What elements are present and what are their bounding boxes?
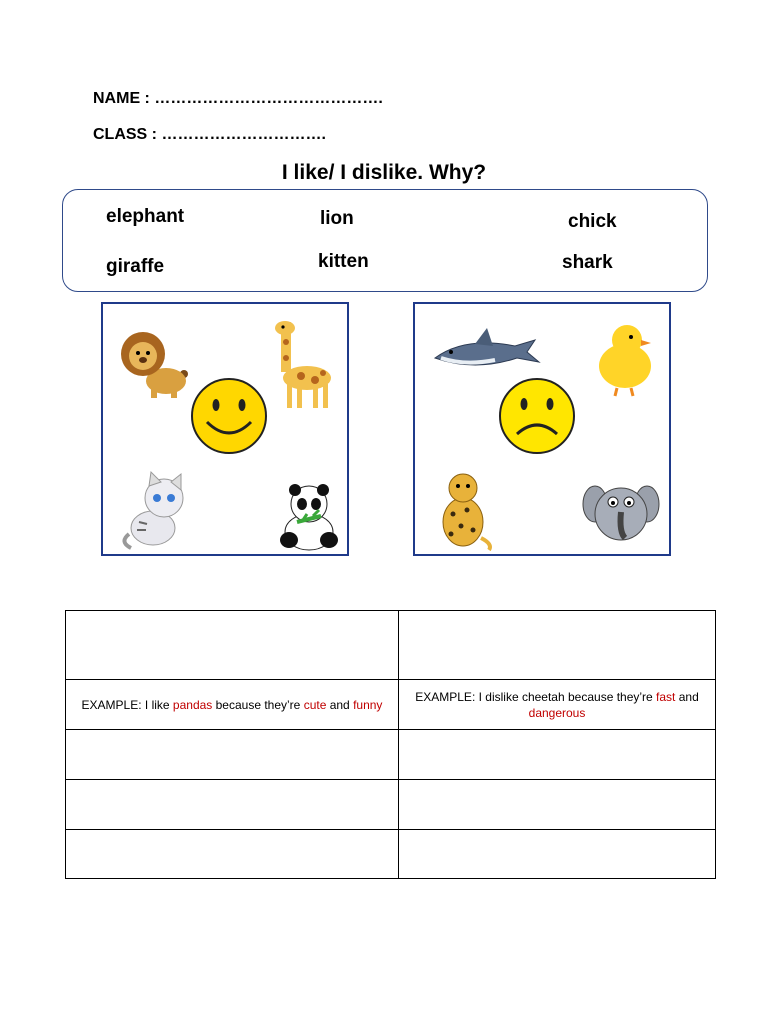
chick-icon (599, 325, 651, 396)
word-chick: chick (568, 211, 617, 232)
class-field-label: CLASS : …………………………. (93, 126, 326, 143)
example-row (66, 680, 716, 730)
table-row (66, 780, 716, 830)
answer-cell-dislike-1[interactable] (399, 611, 716, 680)
smiley-face-icon (192, 379, 266, 453)
word-elephant: elephant (106, 206, 185, 227)
shark-icon (435, 328, 539, 365)
answer-cell-like-4[interactable] (66, 830, 399, 879)
dislike-picture-panel (413, 302, 671, 556)
word-giraffe: giraffe (106, 256, 165, 277)
cheetah-icon (443, 474, 490, 550)
answer-cell-like-2[interactable] (66, 730, 399, 780)
answer-table (65, 610, 716, 879)
word-kitten: kitten (318, 251, 369, 272)
name-field-label: NAME : ……………………………………. (93, 90, 383, 107)
answer-cell-like-1[interactable] (66, 611, 399, 680)
example-like-adjective-1: cute (303, 697, 327, 712)
example-dislike-cell: EXAMPLE: I dislike cheetah because they’re fast and dangerous (399, 680, 716, 730)
panda-icon (280, 484, 338, 550)
answer-cell-dislike-4[interactable] (399, 830, 716, 879)
word-lion: lion (320, 208, 354, 229)
example-dislike-adjective-1: fast (656, 689, 676, 704)
sad-face-icon (500, 379, 574, 453)
table-row (66, 830, 716, 879)
example-like-cell: EXAMPLE: I like pandas because they’re cute and funny (66, 680, 399, 730)
answer-cell-dislike-3[interactable] (399, 780, 716, 830)
elephant-icon (583, 486, 659, 540)
answer-cell-like-3[interactable] (66, 780, 399, 830)
example-like-animal: pandas (172, 697, 213, 712)
example-dislike-adjective-2: dangerous (528, 705, 586, 720)
example-like-adjective-2: funny (353, 697, 383, 712)
answer-cell-dislike-2[interactable] (399, 730, 716, 780)
table-row (66, 730, 716, 780)
giraffe-icon (275, 321, 331, 408)
kitten-icon (124, 472, 183, 548)
table-row (66, 611, 716, 680)
like-picture-panel (101, 302, 349, 556)
lion-icon (121, 332, 188, 398)
worksheet-title: I like/ I dislike. Why? (281, 161, 487, 184)
word-shark: shark (562, 252, 613, 273)
